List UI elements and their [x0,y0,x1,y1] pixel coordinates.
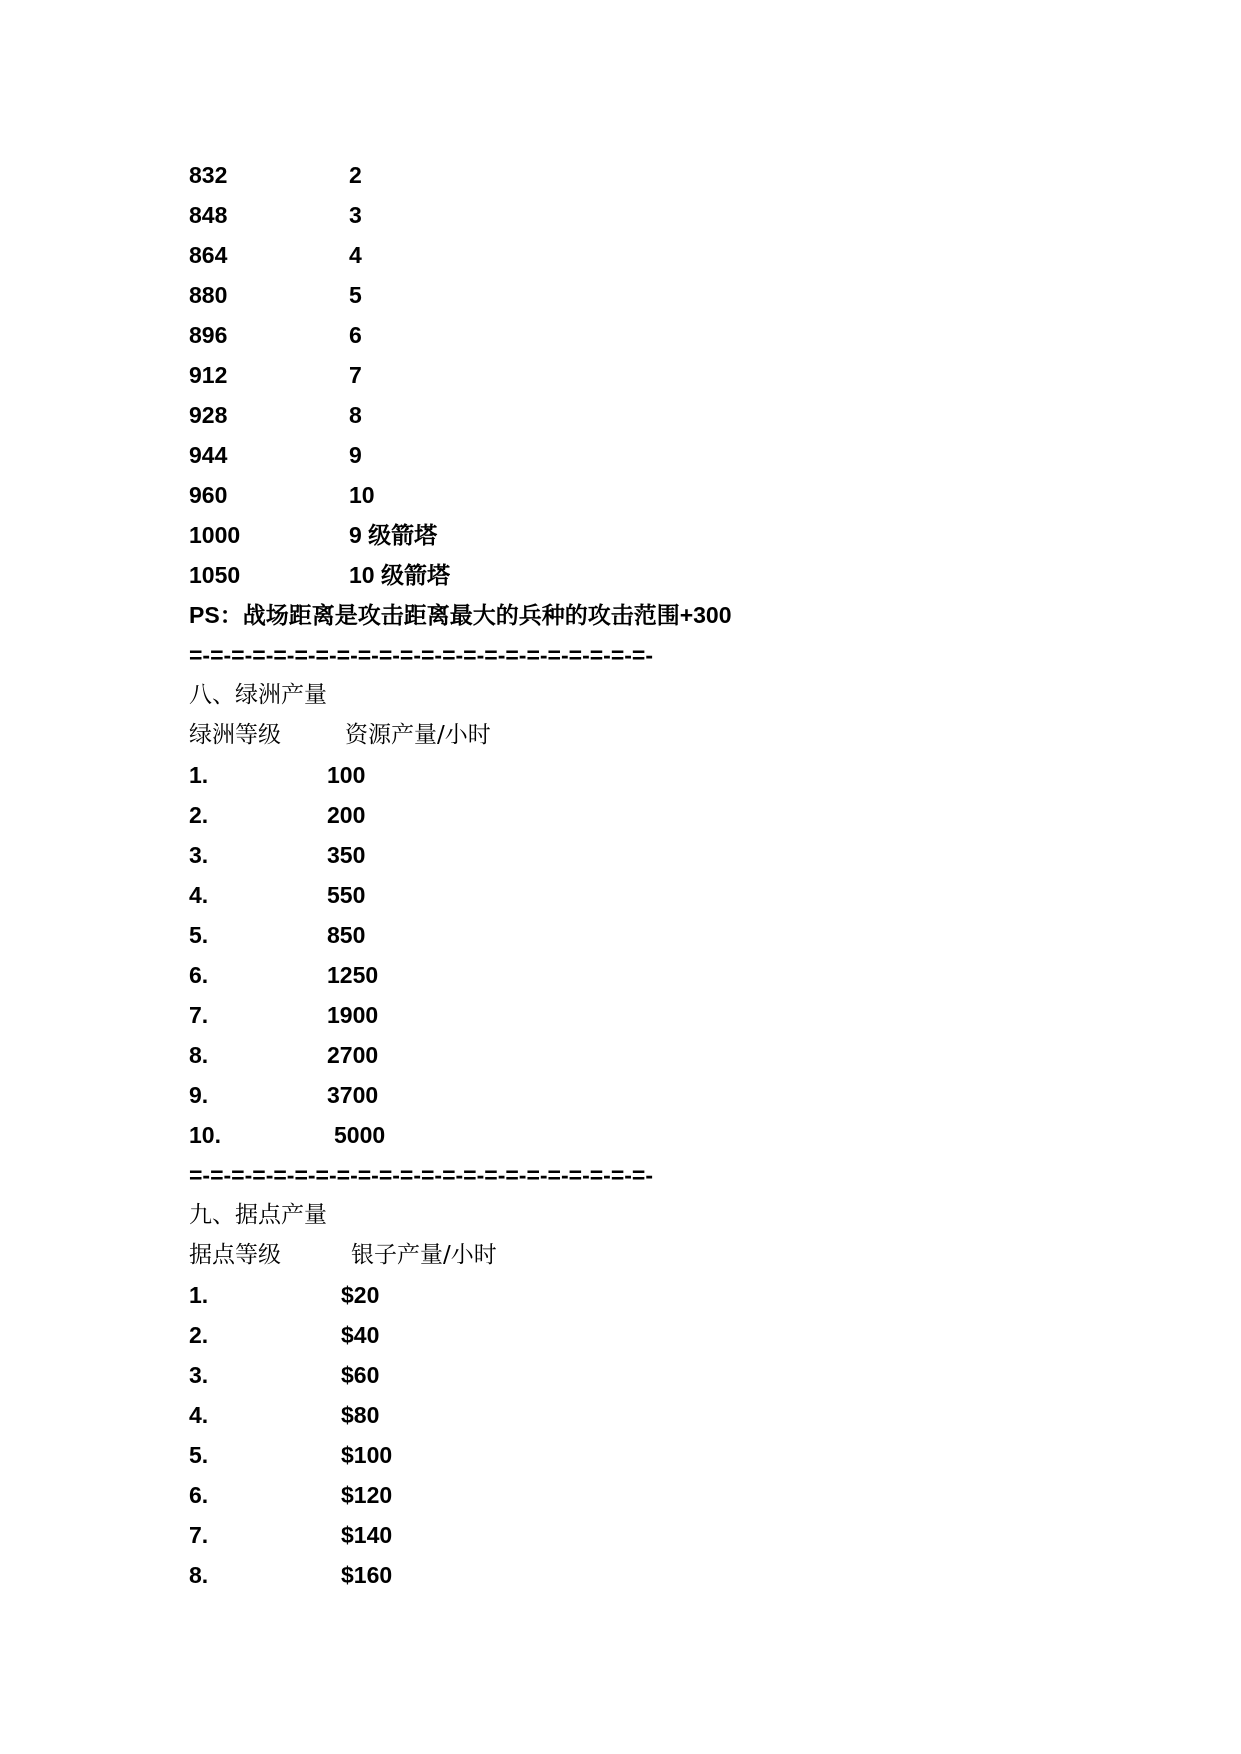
table-row [189,355,732,395]
distance-cell: 912 [189,362,228,388]
oasis-level-cell: 1. [189,762,209,788]
stronghold-level-cell: 1. [189,1282,209,1308]
ps-note-prefix: PS [189,602,220,628]
level-cell: 6 [349,322,362,348]
stronghold-level-cell: 4. [189,1402,209,1428]
stronghold-level-cell: 2. [189,1322,209,1348]
table-row [189,835,653,875]
distance-cell: 896 [189,322,228,348]
table-row [189,875,653,915]
oasis-col2-header: 资源产量/小时 [345,722,491,748]
table-row [189,275,732,315]
table-row [189,435,732,475]
distance-cell: 960 [189,482,228,508]
range-table [189,155,732,755]
distance-cell: 944 [189,442,228,468]
stronghold-output-cell: $80 [341,1402,380,1428]
table-row [189,315,732,355]
distance-cell: 848 [189,202,228,228]
table-row [189,915,653,955]
oasis-level-cell: 4. [189,882,209,908]
table-row [189,235,732,275]
stronghold-output-cell: $40 [341,1322,380,1348]
stronghold-output-cell: $160 [341,1562,393,1588]
stronghold-col1-header: 据点等级 [189,1242,281,1268]
oasis-output-cell: 100 [327,762,366,788]
level-cell: 9 级箭塔 [349,522,438,548]
oasis-level-cell: 3. [189,842,209,868]
oasis-level-cell: 9. [189,1082,209,1108]
level-cell: 10 [349,482,375,508]
level-cell: 9 [349,442,362,468]
stronghold-level-cell: 6. [189,1482,209,1508]
level-cell: 8 [349,402,362,428]
level-cell: 3 [349,202,362,228]
stronghold-output-cell: $140 [341,1522,393,1548]
table-row [189,795,653,835]
oasis-output-cell: 1900 [327,1002,379,1028]
distance-cell: 1050 [189,562,241,588]
ps-note [189,595,732,635]
oasis-level-cell: 2. [189,802,209,828]
oasis-table [189,755,653,1275]
level-cell: 10 级箭塔 [349,562,450,588]
level-cell: 2 [349,162,362,188]
oasis-level-cell: 6. [189,962,209,988]
stronghold-level-cell: 5. [189,1442,209,1468]
oasis-output-cell: 2700 [327,1042,379,1068]
ps-note-text: ：战场距离是攻击距离最大的兵种的攻击范围 [219,603,680,629]
level-cell: 5 [349,282,362,308]
oasis-column-headers [189,715,732,755]
distance-cell: 832 [189,162,228,188]
table-row [189,195,732,235]
separator: =-=-=-=-=-=-=-=-=-=-=-=-=-=-=-=-=-=-=-=-=-=- [189,1162,653,1188]
oasis-level-cell: 8. [189,1042,209,1068]
section-heading-oasis: 八、绿洲产量 [189,682,327,708]
stronghold-col2-header: 银子产量/小时 [351,1242,497,1268]
oasis-output-cell: 550 [327,882,366,908]
stronghold-output-cell: $60 [341,1362,380,1388]
stronghold-level-cell: 7. [189,1522,209,1548]
table-row [189,395,732,435]
ps-note-suffix: +300 [679,602,732,628]
oasis-output-cell: 350 [327,842,366,868]
stronghold-output-cell: $120 [341,1482,393,1508]
table-row [189,475,732,515]
table-row [189,955,653,995]
stronghold-output-cell: $100 [341,1442,393,1468]
distance-cell: 864 [189,242,228,268]
table-row [189,515,732,555]
level-cell: 4 [349,242,362,268]
oasis-col1-header: 绿洲等级 [189,722,281,748]
oasis-level-cell: 7. [189,1002,209,1028]
stronghold-output-cell: $20 [341,1282,380,1308]
table-row [189,555,732,595]
separator: =-=-=-=-=-=-=-=-=-=-=-=-=-=-=-=-=-=-=-=-=-=- [189,642,653,668]
oasis-output-cell: 200 [327,802,366,828]
distance-cell: 1000 [189,522,241,548]
oasis-output-cell: 850 [327,922,366,948]
table-row [189,1035,653,1075]
section-heading-stronghold: 九、据点产量 [189,1202,327,1228]
table-row [189,1075,653,1115]
distance-cell: 880 [189,282,228,308]
stronghold-level-cell: 8. [189,1562,209,1588]
distance-cell: 928 [189,402,228,428]
stronghold-level-cell: 3. [189,1362,209,1388]
oasis-output-cell: 5000 [334,1122,386,1148]
table-row [189,995,653,1035]
oasis-level-cell: 10. [189,1122,221,1148]
stronghold-column-headers [189,1235,653,1275]
table-row [189,155,732,195]
oasis-output-cell: 3700 [327,1082,379,1108]
oasis-level-cell: 5. [189,922,209,948]
oasis-output-cell: 1250 [327,962,379,988]
table-row [189,755,653,795]
level-cell: 7 [349,362,362,388]
table-row [189,1115,653,1155]
